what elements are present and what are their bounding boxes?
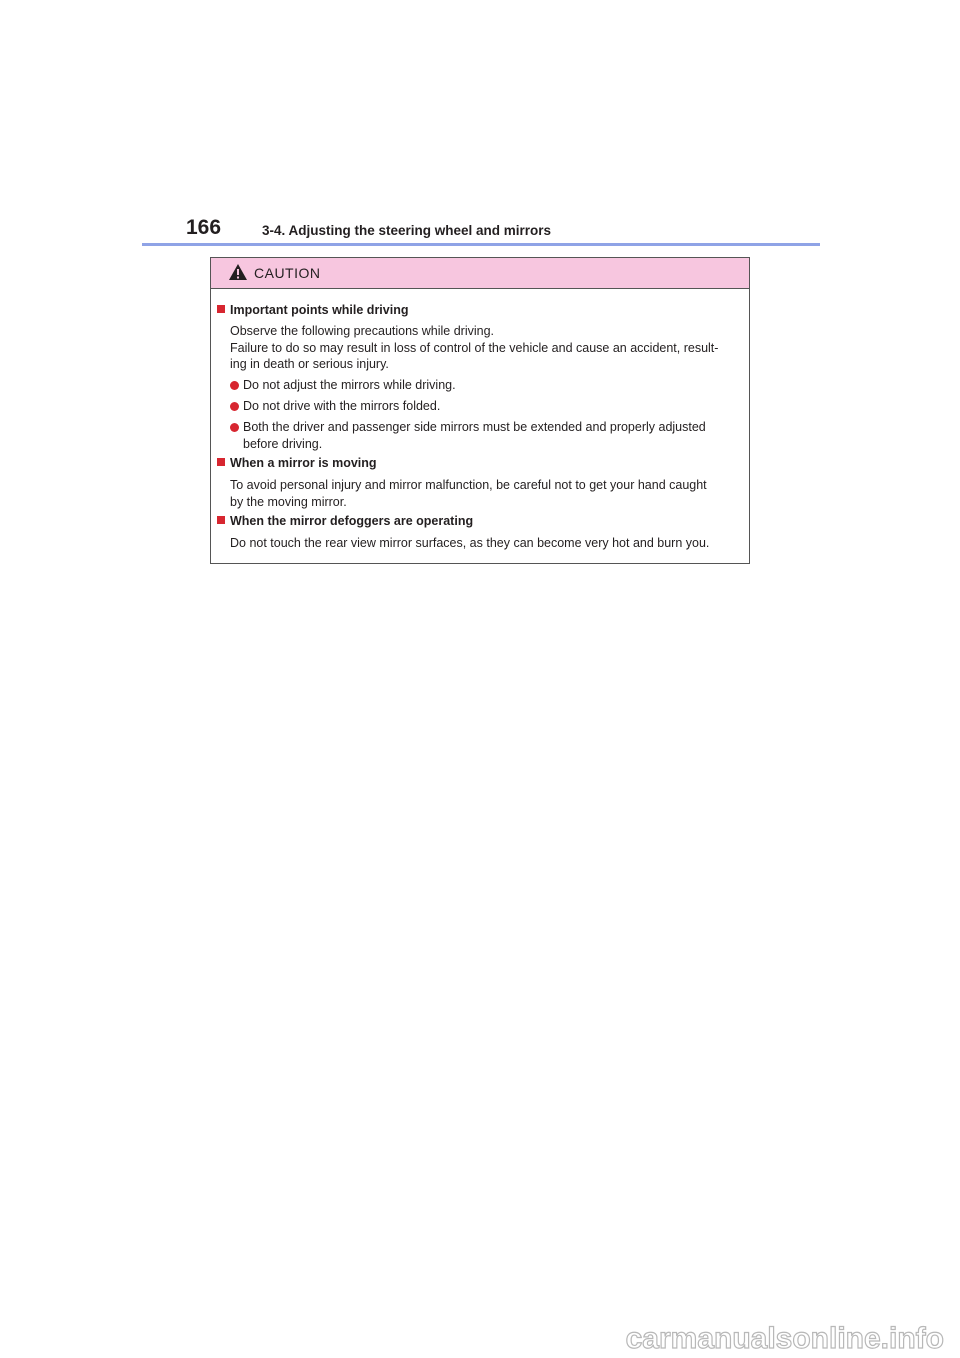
bullet-item: [230, 377, 746, 394]
bullet-text: before driving.: [243, 436, 323, 451]
watermark-text: carmanualsonline.info: [625, 1322, 944, 1355]
footer-watermark: [0, 1318, 948, 1358]
red-square-bullet-icon: [217, 458, 225, 466]
item-heading: [217, 514, 473, 528]
item-heading-text: When the mirror defoggers are operating: [230, 514, 474, 528]
paragraph-line: Failure to do so may result in loss of control of the vehicle and cause an accident, result-: [230, 340, 719, 355]
paragraph-line: ing in death or serious injury.: [230, 357, 389, 371]
item-heading: [217, 303, 408, 317]
paragraph-line: To avoid personal injury and mirror malfunction, be careful not to get your hand caught: [230, 478, 707, 492]
caution-box: [210, 257, 750, 564]
page-header: [186, 214, 826, 248]
red-square-bullet-icon: [217, 305, 225, 313]
header-rule: [142, 243, 820, 246]
section-title: 3-4. Adjusting the steering wheel and mirrors: [262, 223, 552, 238]
item-heading-text: When a mirror is moving: [230, 456, 377, 470]
item-heading-text: Important points while driving: [230, 303, 409, 317]
bullet-item: [230, 398, 746, 415]
bullet-item: [230, 419, 746, 452]
caution-header: [211, 258, 749, 289]
item-paragraph: [230, 477, 746, 510]
bullet-text: Do not adjust the mirrors while driving.: [243, 378, 456, 392]
page-number: 166: [186, 216, 222, 239]
caution-label: CAUTION: [254, 265, 321, 281]
paragraph-line: by the moving mirror.: [230, 494, 347, 509]
paragraph-line: Do not touch the rear view mirror surfaces, as they can become very hot and burn you.: [230, 536, 710, 550]
item-paragraph: [230, 323, 746, 373]
red-dot-bullet-icon: [230, 381, 239, 390]
red-square-bullet-icon: [217, 516, 225, 524]
red-dot-bullet-icon: [230, 402, 239, 411]
item-heading: [217, 456, 377, 470]
warning-triangle-icon: [228, 263, 248, 281]
red-dot-bullet-icon: [230, 423, 239, 432]
bullet-text: Both the driver and passenger side mirrors must be extended and properly adjusted: [243, 420, 706, 434]
bullet-text: Do not drive with the mirrors folded.: [243, 399, 441, 413]
item-paragraph: [230, 535, 746, 552]
paragraph-line: Observe the following precautions while driving.: [230, 324, 495, 338]
